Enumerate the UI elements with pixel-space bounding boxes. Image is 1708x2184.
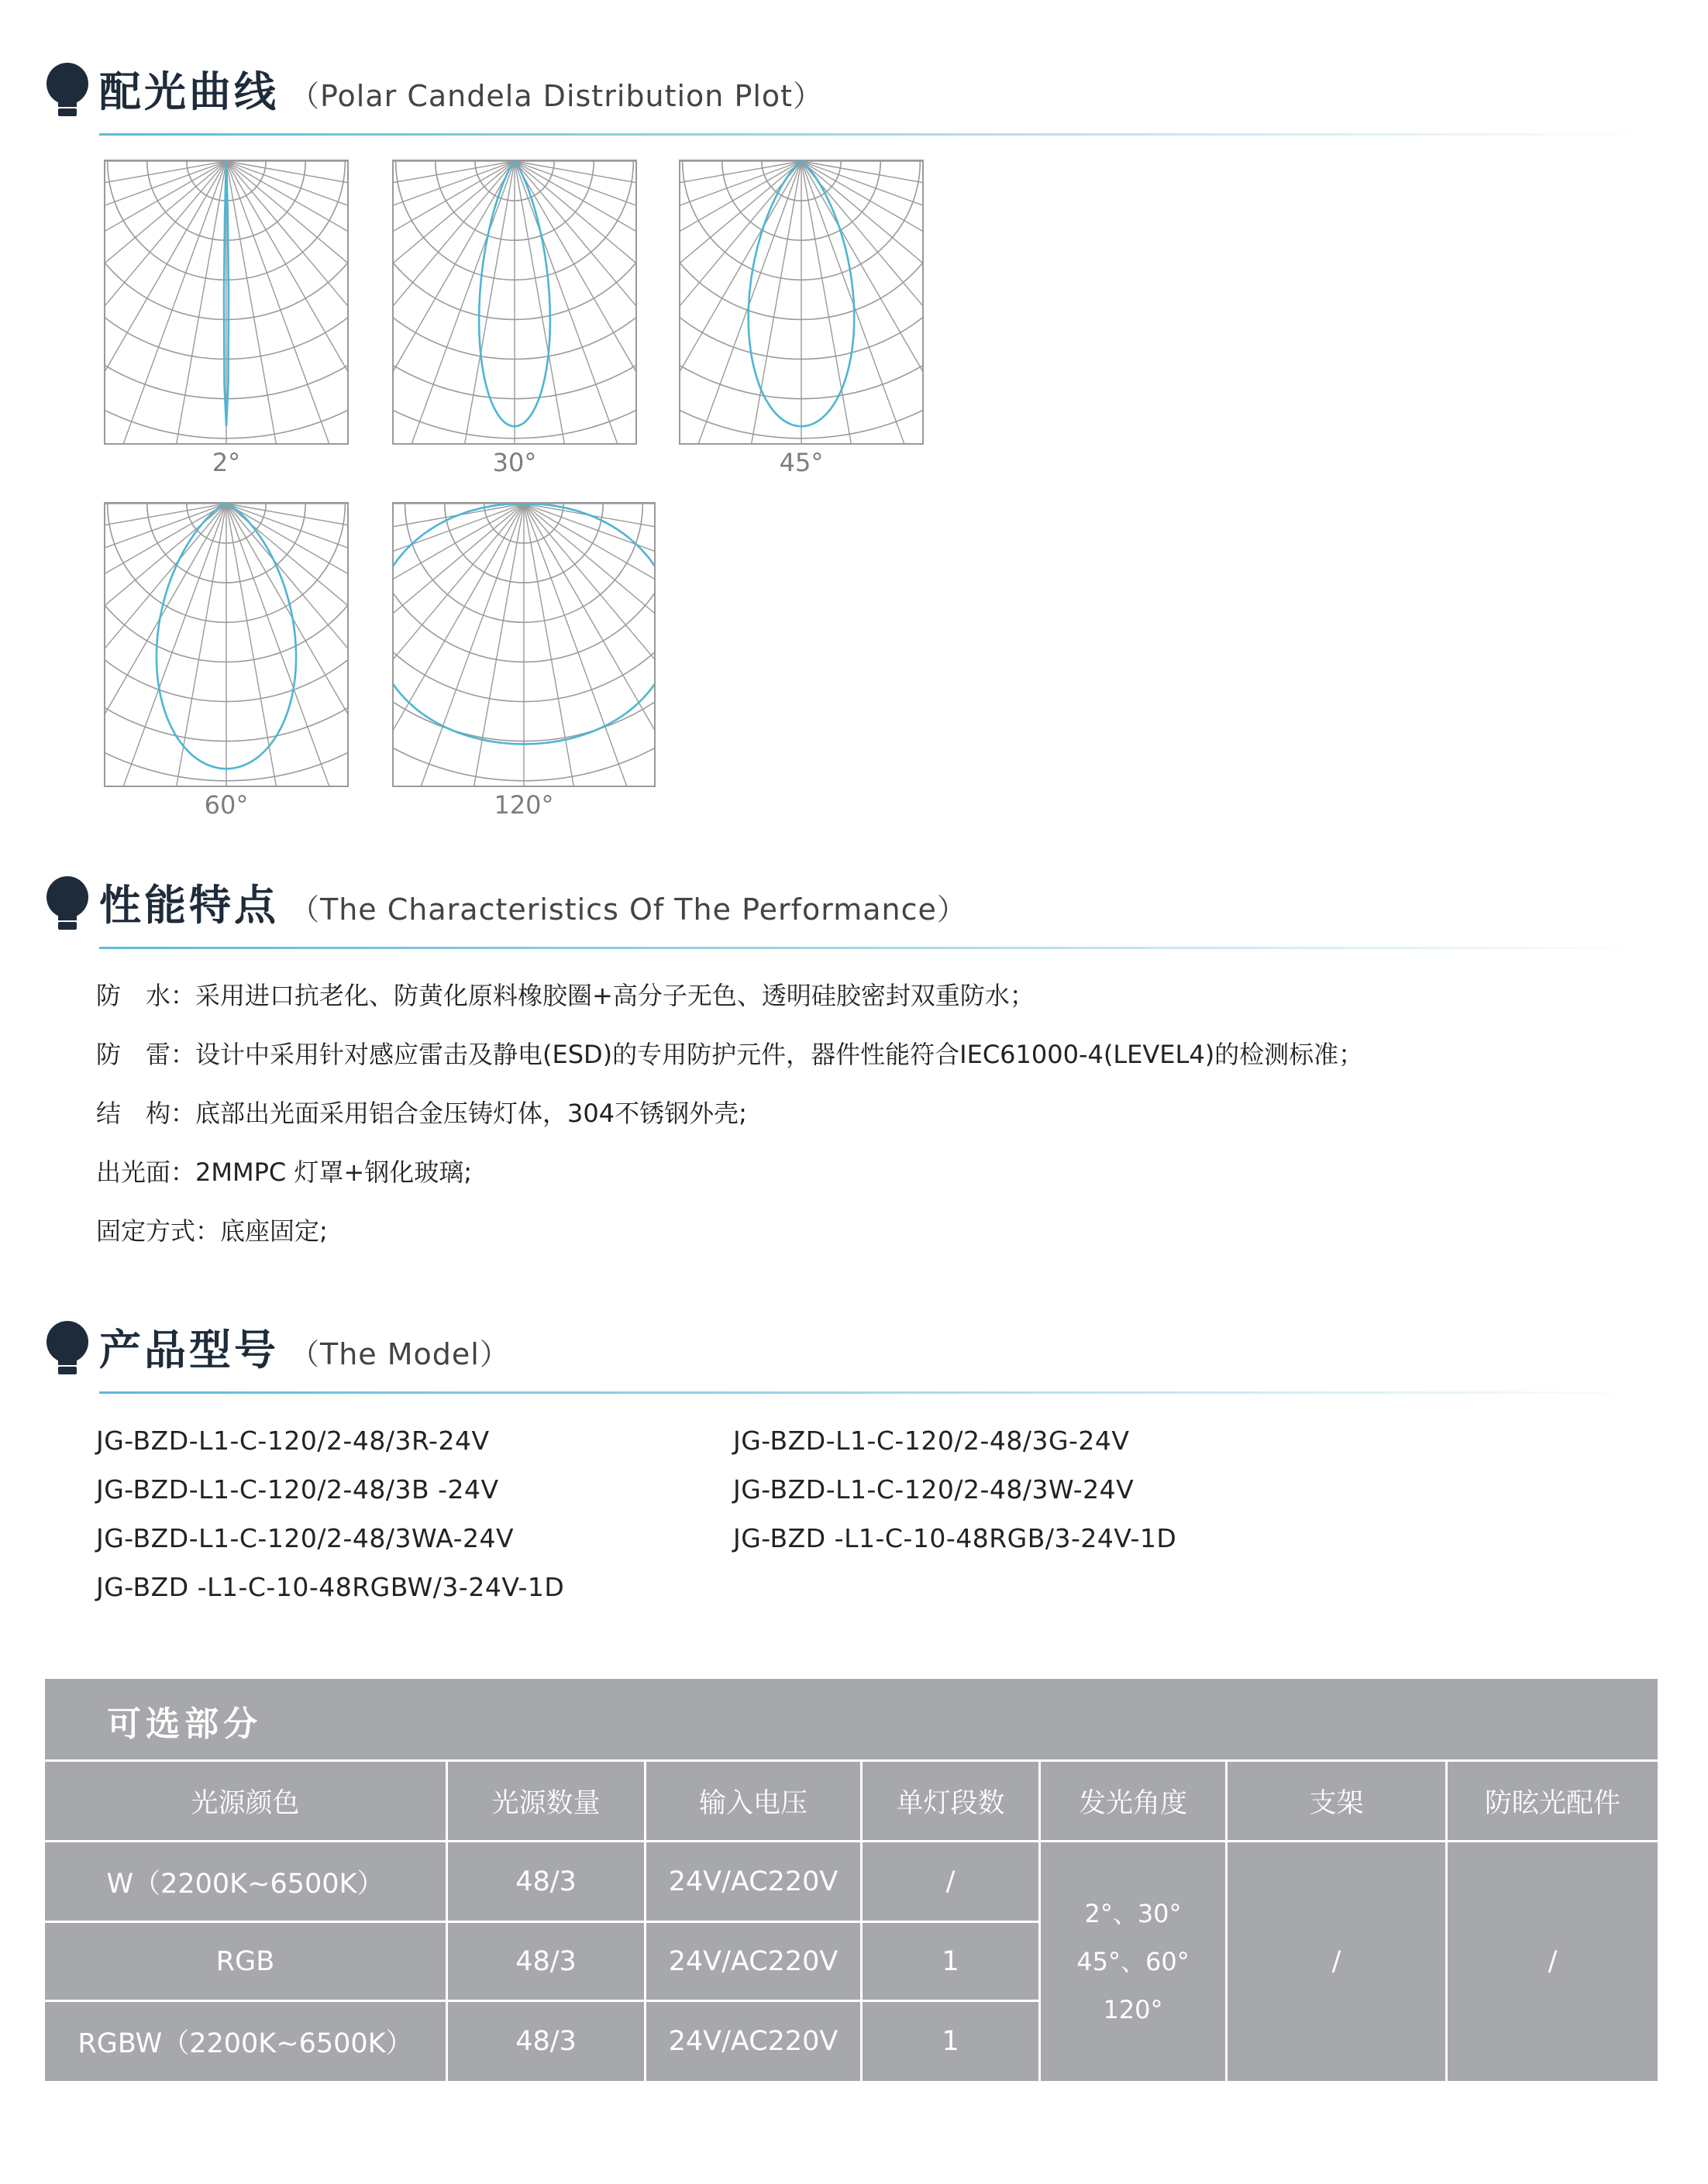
- polar-label: 60°: [204, 790, 249, 820]
- polar-grid: [679, 160, 924, 445]
- polar-plot-30: [392, 160, 637, 481]
- model-code: JG-BZD-L1-C-120/2-48/3R-24V: [96, 1426, 490, 1456]
- polar-grid: [392, 502, 656, 787]
- feature-item: [96, 1153, 472, 1188]
- table-cell: 48/3: [515, 1866, 577, 1897]
- feature-value: 设计中采用针对感应雷击及静电(ESD)的专用防护元件，器件性能符合IEC61000-4(LEVEL4)的检测标准；: [195, 1040, 1364, 1069]
- feature-key: 出光面：: [96, 1157, 196, 1187]
- feature-value: 2MMPC 灯罩+钢化玻璃;: [195, 1157, 473, 1187]
- table-cell: 24V/AC220V: [668, 2026, 839, 2057]
- polar-plot-2: [104, 160, 349, 481]
- table-header-cell: 防眩光配件: [1484, 1787, 1620, 1819]
- model-code: JG-BZD-L1-C-120/2-48/3W-24V: [733, 1474, 1135, 1505]
- table-title: 可选部分: [107, 1704, 262, 1744]
- table-header-cell: 光源数量: [491, 1787, 601, 1819]
- feature-item: [96, 1212, 328, 1247]
- polar-label: 45°: [779, 448, 824, 477]
- polar-grid: [392, 160, 637, 445]
- model-code: JG-BZD-L1-C-120/2-48/3B -24V: [96, 1474, 499, 1505]
- section-subtitle: （Polar Candela Distribution Plot）: [290, 79, 824, 113]
- angle-line: 120°: [1103, 1995, 1163, 2024]
- table-cell: RGB: [215, 1945, 275, 1977]
- polar-plot-60: [104, 502, 349, 824]
- polar-plot-45: [679, 160, 924, 481]
- feature-item: [96, 976, 1035, 1012]
- table-cell: W（2200K~6500K）: [106, 1868, 384, 1900]
- table-header-cell: 单灯段数: [896, 1787, 1005, 1819]
- table-cell: 24V/AC220V: [668, 1945, 839, 1977]
- polar-grid: [104, 502, 349, 787]
- table-cell-bracket: /: [1331, 1946, 1341, 1977]
- section-title: 性能特点 （The Characteristics Of The Performance）: [99, 881, 967, 930]
- table-cell-anti-glare: /: [1548, 1946, 1558, 1977]
- section-header-polar: [45, 48, 1641, 133]
- section-divider: [99, 133, 1649, 136]
- model-code: JG-BZD-L1-C-120/2-48/3WA-24V: [96, 1523, 515, 1553]
- section-subtitle: （The Characteristics Of The Performance）: [290, 893, 967, 927]
- table-cell: RGBW（2200K~6500K）: [77, 2028, 413, 2059]
- feature-key: 防 水：: [96, 981, 196, 1010]
- polar-plot-120: [392, 502, 656, 824]
- bulb-icon: [45, 1320, 93, 1377]
- angle-line: 45°、60°: [1076, 1947, 1190, 1976]
- feature-key: 结 构：: [96, 1099, 196, 1128]
- model-code: JG-BZD -L1-C-10-48RGBW/3-24V-1D: [96, 1572, 565, 1602]
- table-cell: 24V/AC220V: [668, 1866, 839, 1897]
- feature-value: 采用进口抗老化、防黄化原料橡胶圈+高分子无色、透明硅胶密封双重防水；: [195, 981, 1035, 1010]
- polar-label: 120°: [494, 790, 554, 820]
- feature-key: 固定方式：: [96, 1216, 221, 1246]
- feature-item: [96, 1094, 747, 1130]
- section-divider: [99, 947, 1649, 949]
- table-header-cell: 支架: [1309, 1787, 1364, 1819]
- polar-grid: [104, 160, 349, 445]
- bulb-icon: [45, 875, 93, 933]
- table-cell: 1: [942, 1945, 959, 1977]
- section-divider: [99, 1391, 1649, 1394]
- table-cell-angles: [1041, 1842, 1225, 2081]
- table-header-cell: 光源颜色: [191, 1787, 300, 1819]
- table-cell: 48/3: [515, 2026, 577, 2057]
- polar-label: 30°: [492, 448, 537, 477]
- bulb-icon: [45, 62, 93, 119]
- table-header-cell: 输入电压: [698, 1787, 808, 1819]
- feature-value: 底部出光面采用铝合金压铸灯体，304不锈钢外壳;: [195, 1099, 747, 1128]
- section-subtitle: （The Model）: [290, 1337, 510, 1371]
- model-code: JG-BZD-L1-C-120/2-48/3G-24V: [733, 1426, 1130, 1456]
- table-header-cell: 发光角度: [1078, 1787, 1187, 1819]
- section-header-features: [45, 862, 1641, 947]
- options-table: [45, 1679, 1658, 2081]
- feature-value: 底座固定;: [220, 1216, 328, 1246]
- table-cell: 1: [942, 2026, 959, 2057]
- section-title: 配光曲线 （Polar Candela Distribution Plot）: [99, 67, 824, 116]
- section-header-models: [45, 1306, 1641, 1391]
- model-code: JG-BZD -L1-C-10-48RGB/3-24V-1D: [733, 1523, 1177, 1553]
- table-cell: /: [945, 1866, 956, 1897]
- angle-line: 2°、30°: [1084, 1899, 1182, 1928]
- feature-item: [96, 1035, 1363, 1071]
- table-cell: 48/3: [515, 1945, 577, 1977]
- section-title: 产品型号 （The Model）: [99, 1326, 510, 1374]
- polar-label: 2°: [212, 448, 241, 477]
- feature-key: 防 雷：: [96, 1040, 196, 1069]
